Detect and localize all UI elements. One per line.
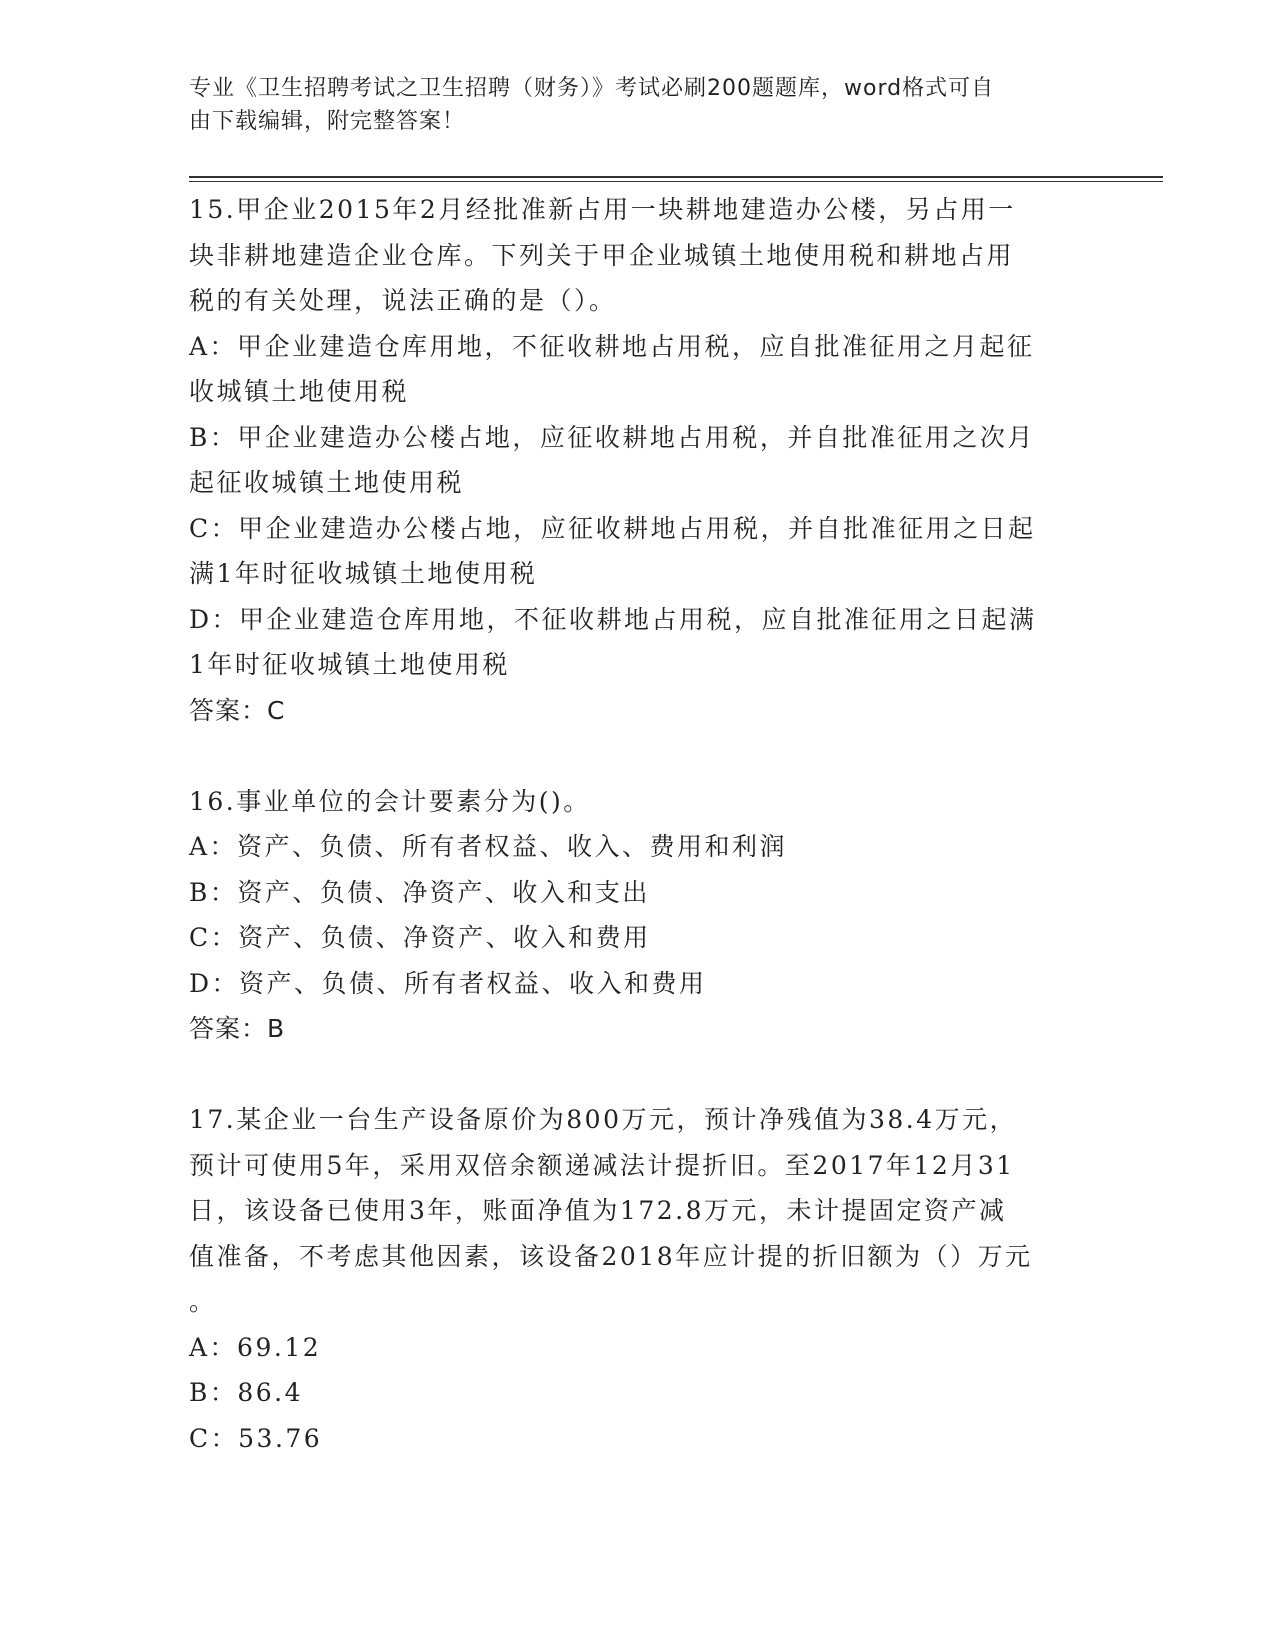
page-header — [189, 72, 1089, 138]
option-line: 收城镇土地使用税 — [189, 377, 410, 406]
question-stem-line: 。 — [189, 1287, 217, 1316]
option-d — [189, 597, 1089, 688]
question-spacer — [189, 733, 1089, 779]
option-b — [189, 415, 1089, 506]
question-stem-line: 值准备，不考虑其他因素，该设备2018年应计提的折旧额为（）万元 — [189, 1241, 1033, 1271]
option-a — [189, 324, 1089, 415]
header-line-2: 由下载编辑，附完整答案！ — [189, 109, 466, 134]
option-line: A：甲企业建造仓库用地，不征收耕地占用税，应自批准征用之月起征 — [189, 331, 1035, 361]
option-c: C：53.76 — [189, 1423, 323, 1453]
question-stem-line: 块非耕地建造企业仓库。下列关于甲企业城镇土地使用税和耕地占用 — [189, 240, 1015, 270]
question-17 — [189, 1097, 1089, 1461]
questions-container — [189, 187, 1089, 1461]
answer-label: 答案：B — [189, 1014, 286, 1043]
option-b: B：资产、负债、净资产、收入和支出 — [189, 877, 650, 907]
header-divider-thick — [189, 176, 1163, 178]
header-line-1: 专业《卫生招聘考试之卫生招聘（财务）》考试必刷200题题库，word格式可自 — [189, 76, 995, 101]
option-c — [189, 506, 1089, 597]
option-line: B：甲企业建造办公楼占地，应征收耕地占用税，并自批准征用之次月 — [189, 422, 1035, 452]
option-line: 1年时征收城镇土地使用税 — [189, 650, 510, 679]
question-15 — [189, 187, 1089, 733]
question-stem-line: 日，该设备已使用3年，账面净值为172.8万元，未计提固定资产减 — [189, 1196, 1007, 1225]
option-c: C：资产、负债、净资产、收入和费用 — [189, 923, 651, 952]
question-stem-line: 预计可使用5年，采用双倍余额递减法计提折旧。至2017年12月31 — [189, 1150, 1015, 1180]
question-stem-line: 16.事业单位的会计要素分为()。 — [189, 786, 591, 816]
option-line: 满1年时征收城镇土地使用税 — [189, 559, 538, 588]
option-a: A：69.12 — [189, 1332, 322, 1362]
option-line: 起征收城镇土地使用税 — [189, 468, 465, 497]
question-stem-line: 15.甲企业2015年2月经批准新占用一块耕地建造办公楼，另占用一 — [189, 195, 1016, 224]
option-line: C：甲企业建造办公楼占地，应征收耕地占用税，并自批准征用之日起 — [189, 513, 1036, 543]
header-divider-thin — [189, 181, 1163, 182]
question-stem-line: 17.某企业一台生产设备原价为800万元，预计净残值为38.4万元， — [189, 1105, 1018, 1134]
option-b: B：86.4 — [189, 1378, 304, 1407]
question-spacer — [189, 1052, 1089, 1098]
answer-label: 答案：C — [189, 695, 286, 725]
option-line: D：甲企业建造仓库用地，不征收耕地占用税，应自批准征用之日起满 — [189, 604, 1037, 634]
question-stem-line: 税的有关处理，说法正确的是（）。 — [189, 286, 617, 315]
question-16 — [189, 779, 1089, 1052]
option-a: A：资产、负债、所有者权益、收入、费用和利润 — [189, 832, 788, 861]
option-d: D：资产、负债、所有者权益、收入和费用 — [189, 968, 707, 998]
